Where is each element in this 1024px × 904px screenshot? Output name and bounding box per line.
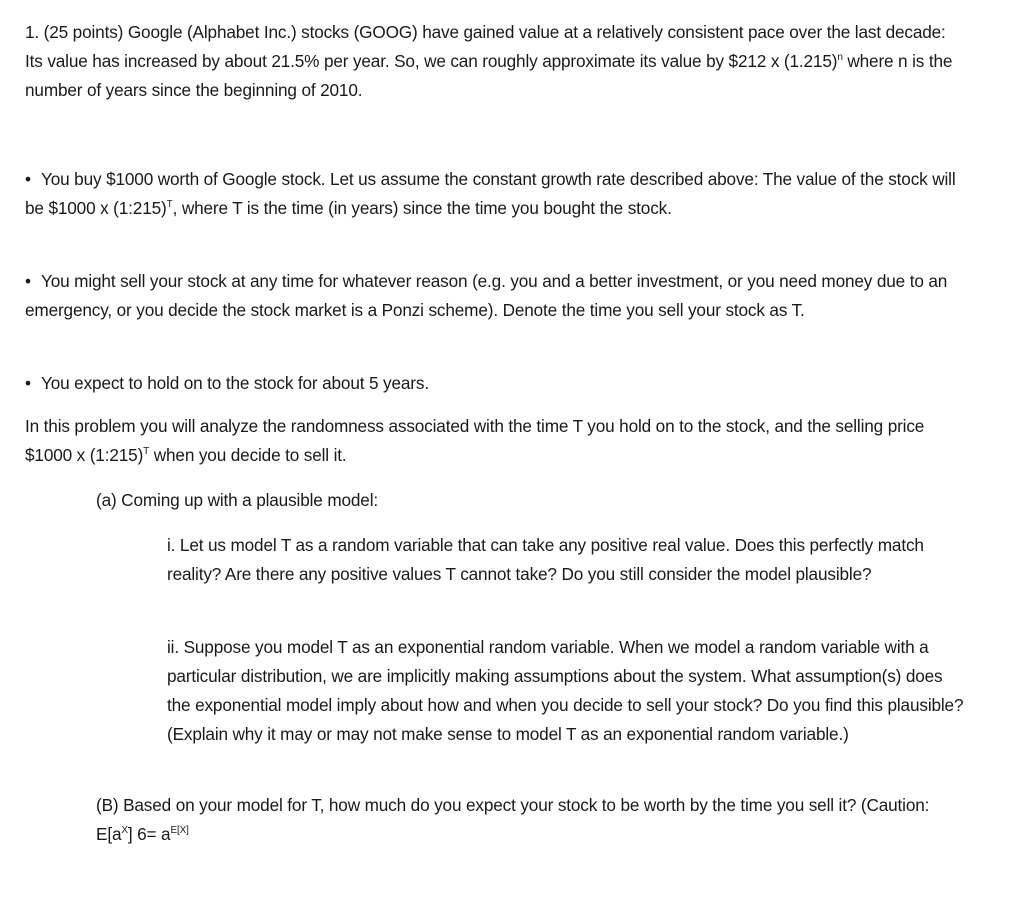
bullet-item-sell — [25, 267, 960, 325]
part-b-text-mid: ] 6= a — [127, 824, 171, 844]
problem-analysis — [25, 412, 960, 470]
part-a-heading: (a) Coming up with a plausible model: — [96, 490, 379, 510]
part-a-item-ii: ii. Suppose you model T as an exponential random variable. When we model a random variable with a particular distribution, we are implicitly making assumptions about the system. What assumption(s) does the exponential model imply about how and when you decide to sell your stock? Do you find this plausible? (Explain why it may or may not make sense to model T as an exponential random variable.) — [167, 637, 964, 744]
bullet-text: You buy $1000 worth of Google stock. Let us assume the constant growth rate described above: The value of the stock will be $1000 x (1:215) — [25, 169, 956, 218]
exponent-t: T — [166, 199, 173, 210]
bullet-icon: • — [25, 169, 31, 189]
analysis-text: In this problem you will analyze the randomness associated with the time T you hold on to the stock, and the selling price $1000 x (1:215) — [25, 416, 925, 465]
part-b-text: (B) Based on your model for T, how much do you expect your stock to be worth by the time you sell it? (Caution: E[a — [96, 795, 930, 844]
bullet-icon: • — [25, 271, 31, 291]
bullet-text: You expect to hold on to the stock for about 5 years. — [41, 373, 429, 393]
analysis-text-end: when you decide to sell it. — [149, 445, 347, 465]
exponent-n: n — [837, 52, 843, 63]
exponent-ex: E[X] — [170, 825, 189, 836]
bullet-text: You might sell your stock at any time for whatever reason (e.g. you and a better investment, or you need money due to an emergency, or you decide the stock market is a Ponzi scheme). Denote the time you sell your stock as T. — [25, 271, 948, 320]
part-a-item-i: i. Let us model T as a random variable that can take any positive real value. Does this perfectly match reality? Are there any positive values T cannot take? Do you still consider the model plausible? — [167, 535, 924, 584]
exponent-t: T — [143, 446, 150, 457]
exponent-x: X — [121, 825, 128, 836]
bullet-text-end: , where T is the time (in years) since the time you bought the stock. — [172, 198, 672, 218]
intro-text: 1. (25 points) Google (Alphabet Inc.) stocks (GOOG) have gained value at a relatively consistent pace over the last decade: Its value has increased by about 21.5% per year. So, we can roughly approximate its value by $212 x (1.215) — [25, 22, 946, 71]
part-b — [96, 791, 966, 849]
bullet-item-buy — [25, 165, 960, 223]
bullet-item-hold — [25, 369, 960, 398]
intro-text-end: where n is the number of years since the beginning of 2010. — [25, 51, 953, 100]
bullet-icon: • — [25, 373, 31, 393]
problem-intro — [25, 18, 955, 105]
